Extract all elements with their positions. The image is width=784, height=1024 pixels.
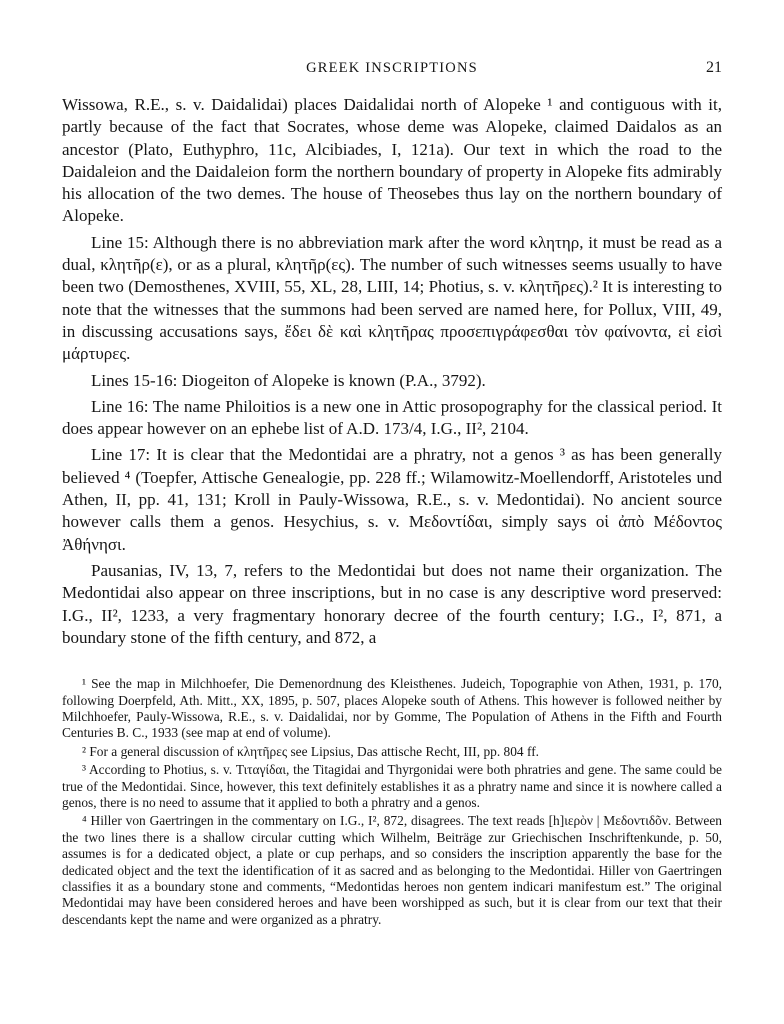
running-title: GREEK INSCRIPTIONS [306, 60, 478, 76]
footnotes [62, 676, 722, 928]
page-number: 21 [706, 59, 722, 76]
footnote-2: ² For a general discussion of κλητῆρες see Lipsius, Das attische Recht, III, pp. 804 ff. [82, 743, 540, 759]
footnote-4: ⁴ Hiller von Gaertringen in the commentary on I.G., I², 872, disagrees. The text reads [h]ιερὸν | Μεδοντιδõν. Between the two lines there is a shallow circular cutting which Wilhelm, Beiträge zur Griechischen Inschriftenkunde, p. 50, assumes is for a dedicated object, a plate or cup perhaps, and so considers the inscription apparently the base for the dedicated object and the text the identification of it as sacred and as belonging to the Medontidai. Hiller von Gaertringen classifies it as a boundary stone and comments, “Medontidas heroes non gentem indicari manifestum est.” The original Medontidai may have been considered heroes and have been worshipped as such, but it is clear from our text that their descendants kept the name and were organized as a phratry. [62, 813, 722, 927]
paragraph-lines-15-16: Lines 15-16: Diogeiton of Alopeke is known (P.A., 3792). [91, 370, 486, 390]
footnote-3: ³ According to Photius, s. v. Τιταγίδαι, the Titagidai and Thyrgonidai were both phratries and gene. The same could be true of the Medontidai. Since, however, this text definitely establishes it as a phratry name and since it is nowhere called a genos, there is no need to assume that it applied to both a phratry and a genos. [62, 762, 722, 810]
paragraph-line-16: Line 16: The name Philoitios is a new one in Attic prosopography for the classical period. It does appear however on an ephebe list of A.D. 173/4, I.G., II², 2104. [62, 396, 722, 439]
paragraph-daidalidai: Wissowa, R.E., s. v. Daidalidai) places Daidalidai north of Alopeke ¹ and contiguous with it, partly because of the fact that Socrates, whose deme was Alopeke, claimed Daidalos as an ancestor (Plato, Euthyphro, 11c, Alcibiades, I, 121a). Our text in which the road to the Daidaleion and the Daidaleion form the northern boundary of property in Alopeke fits admirably his allocation of the two demes. The house of Theosebes thus lay on the northern boundary of Alopeke. [62, 95, 722, 226]
body-text [62, 94, 722, 649]
footnote-1: ¹ See the map in Milchhoefer, Die Demenordnung des Kleisthenes. Judeich, Topographie von Athen, 1931, p. 170, following Doerpfeld, Ath. Mitt., XX, 1895, p. 507, places Alopeke south of Athens. This however is followed neither by Milchhoefer, Pauly-Wissowa, R.E., s. v. Daidalidai, nor by Gomme, The Population of Athens in the Fifth and Fourth Centuries B. C., 1933 (see map at end of volume). [62, 676, 722, 741]
paragraph-line-15: Line 15: Although there is no abbreviation mark after the word κλητηρ, it must be read as a dual, κλητῆρ(ε), or as a plural, κλητῆρ(ες). The number of such witnesses seems usually to have been two (Demosthenes, XVIII, 55, XL, 28, LIII, 14; Photius, s. v. κλητῆρες).² It is interesting to note that the witnesses that the summons had been served are named here, for Pollux, VIII, 49, in discussing accusations says, ἔδει δὲ καὶ κλητῆρας προσεπιγράφεσθαι τὸν φαίνοντα, εἰ εἰσὶ μάρτυρες. [62, 232, 722, 364]
paragraph-pausanias: Pausanias, IV, 13, 7, refers to the Medontidai but does not name their organization. The Medontidai also appear on three inscriptions, but in no case is any descriptive word preserved: I.G., II², 1233, a very fragmentary honorary decree of the fourth century; I.G., I², 871, a boundary stone of the fifth century, and 872, a [62, 560, 722, 647]
paragraph-line-17: Line 17: It is clear that the Medontidai are a phratry, not a genos ³ as has been generally believed ⁴ (Toepfer, Attische Genealogie, pp. 228 ff.; Wilamowitz-Moellendorff, Aristoteles und Athen, II, pp. 41, 131; Kroll in Pauly-Wissowa, R.E., s. v. Medontidai). No ancient source however calls them a genos. Hesychius, s. v. Μεδοντίδαι, simply says οἱ ἀπὸ Μέδοντος Ἀθήνησι. [62, 445, 722, 554]
running-head [62, 52, 722, 78]
page [62, 52, 722, 930]
